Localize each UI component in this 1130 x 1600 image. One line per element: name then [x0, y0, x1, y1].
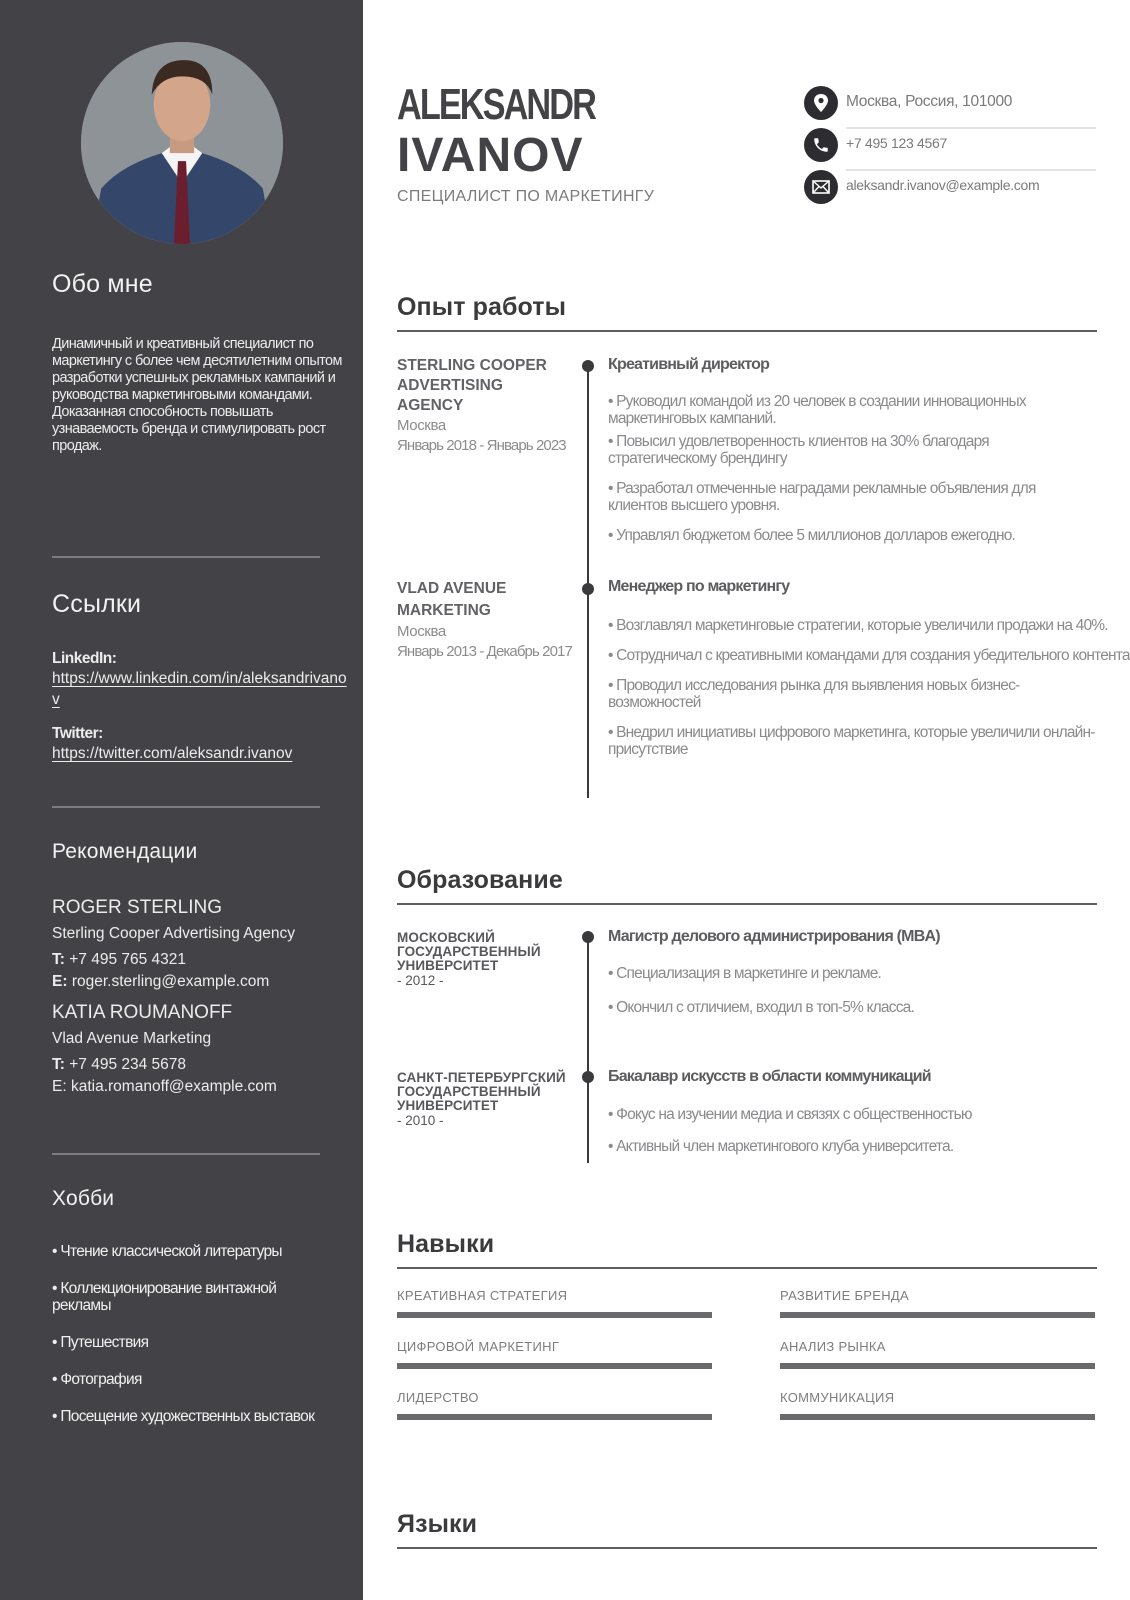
contact-phone [804, 128, 1094, 162]
skill-label: ЛИДЕРСТВО [397, 1390, 479, 1405]
last-name: IVANOV [397, 129, 584, 182]
hobbies-list [52, 1243, 362, 1445]
link-linkedin [52, 650, 352, 710]
bullet-item: • Проводил исследования рынка для выявления новых бизнес-возможностей [608, 677, 1020, 711]
reference-name: ROGER STERLING [52, 897, 222, 918]
sidebar [0, 0, 363, 1600]
bullet-item: • Специализация в маркетинге и рекламе. [608, 965, 882, 982]
links-heading: Ссылки [52, 590, 142, 618]
company-city: Москва [397, 417, 446, 434]
degree-title: Бакалавр искусств в области коммуникаций [608, 1068, 931, 1085]
school-name: САНКТ-ПЕТЕРБУРГСКИЙ ГОСУДАРСТВЕННЫЙ УНИВЕРСИТЕТ [397, 1070, 566, 1113]
profile-photo [81, 42, 283, 244]
bullet-item: • Возглавлял маркетинговые стратегии, которые увеличили продажи на 40%. [608, 617, 1108, 634]
skill-item [780, 1390, 1095, 1405]
skill-item [397, 1339, 712, 1354]
email-label: E: [52, 973, 68, 990]
employment-dates: Январь 2013 - Декабрь 2017 [397, 643, 572, 660]
timeline-dot [582, 1071, 594, 1083]
reference-email [52, 971, 352, 993]
link-label: Twitter: [52, 725, 103, 742]
reference-phone [52, 949, 352, 971]
languages-heading: Языки [397, 1510, 478, 1538]
phone-text: +7 495 123 4567 [846, 135, 947, 151]
about-text: Динамичный и креативный специалист по маркетингу с более чем десятилетним опытом разработки успешных рекламных кампаний и руководства маркетинговыми командами. Доказанная способность повышать узнаваемость бренда и стимулировать рост продаж. [52, 336, 342, 454]
reference-name: KATIA ROUMANOFF [52, 1002, 233, 1023]
bullet-item: • Сотрудничал с креативными командами для создания убедительного контента [608, 647, 1130, 664]
reference-item [52, 896, 352, 993]
education-school [397, 1071, 587, 1129]
bullet-item: • Повысил удовлетворенность клиентов на 30% благодаря стратегическому брендингу [608, 433, 989, 467]
references-list [52, 896, 352, 1106]
reference-phone [52, 1054, 352, 1076]
graduation-year: - 2012 - [397, 973, 444, 988]
experience-org [397, 578, 592, 663]
education-bullets [608, 1106, 1128, 1168]
hobby-item: • Чтение классической литературы [52, 1243, 282, 1260]
skill-label: ЦИФРОВОЙ МАРКЕТИНГ [397, 1339, 560, 1354]
bullet-item: • Окончил с отличием, входил в топ-5% класса. [608, 999, 914, 1016]
education-bullets [608, 965, 1128, 1029]
role-title: Креативный директор [608, 356, 770, 373]
bullet-item: • Разработал отмеченные наградами рекламные объявления для клиентов высшего уровня. [608, 480, 1036, 514]
portrait-image [81, 42, 283, 244]
skill-bar [397, 1312, 712, 1318]
sidebar-divider [52, 556, 320, 558]
skill-bar [780, 1363, 1095, 1369]
skill-bar-fill [397, 1414, 712, 1420]
about-heading: Обо мне [52, 270, 153, 298]
timeline-dot [582, 360, 594, 372]
twitter-link[interactable]: https://twitter.com/aleksandr.ivanov [52, 745, 293, 762]
reference-item [52, 1001, 352, 1098]
education-timeline [587, 933, 589, 1163]
hobby-item: • Фотография [52, 1371, 142, 1388]
skill-label: АНАЛИЗ РЫНКА [780, 1339, 886, 1354]
reference-email [52, 1076, 352, 1098]
section-rule [397, 1547, 1097, 1549]
experience-bullets [608, 393, 1088, 557]
graduation-year: - 2010 - [397, 1113, 444, 1128]
skill-bar [780, 1414, 1095, 1420]
email-text[interactable]: aleksandr.ivanov@example.com [846, 177, 1040, 193]
company-city: Москва [397, 623, 446, 640]
references-heading: Рекомендации [52, 840, 198, 863]
location-text: Москва, Россия, 101000 [846, 93, 1013, 110]
hobby-item: • Путешествия [52, 1334, 149, 1351]
sidebar-divider [52, 806, 320, 808]
bullet-item: • Руководил командой из 20 человек в создании инновационных маркетинговых кампаний. [608, 393, 1026, 427]
sidebar-divider [52, 1153, 320, 1155]
linkedin-link[interactable]: https://www.linkedin.com/in/aleksandrivanov [52, 670, 347, 708]
location-pin-icon [804, 86, 838, 120]
skill-item [397, 1288, 712, 1303]
skill-label: РАЗВИТИЕ БРЕНДА [780, 1288, 909, 1303]
bullet-item: • Фокус на изучении медиа и связях с общественностью [608, 1106, 972, 1123]
skill-bar-fill [780, 1363, 1095, 1369]
phone-value: +7 495 765 4321 [69, 951, 187, 968]
email-value: roger.sterling@example.com [71, 973, 270, 990]
skill-bar-fill [780, 1414, 1095, 1420]
skill-bar [780, 1312, 1095, 1318]
contact-email [804, 170, 1094, 204]
skill-bar-fill [780, 1312, 1095, 1318]
degree-title: Магистр делового администрирования (MBA) [608, 928, 940, 945]
section-rule [397, 903, 1097, 905]
timeline-dot [582, 583, 594, 595]
company-name: VLAD AVENUE MARKETING [397, 580, 507, 619]
envelope-icon [804, 170, 838, 204]
skill-bar-fill [397, 1363, 712, 1369]
role-title: Менеджер по маркетингу [608, 578, 790, 595]
reference-company: Sterling Cooper Advertising Agency [52, 925, 295, 942]
email-value: katia.romanoff@example.com [70, 1078, 277, 1095]
skill-item [780, 1288, 1095, 1303]
link-twitter [52, 725, 352, 764]
skill-label: КОММУНИКАЦИЯ [780, 1390, 895, 1405]
hobbies-heading: Хобби [52, 1187, 115, 1210]
experience-org [397, 356, 592, 457]
section-rule [397, 1267, 1097, 1269]
timeline-dot [582, 931, 594, 943]
hobby-item: • Посещение художественных выставок [52, 1408, 315, 1425]
employment-dates: Январь 2018 - Январь 2023 [397, 437, 566, 454]
experience-heading: Опыт работы [397, 293, 567, 321]
education-heading: Образование [397, 866, 563, 894]
company-name: STERLING COOPER ADVERTISING AGENCY [397, 357, 547, 414]
school-name: МОСКОВСКИЙ ГОСУДАРСТВЕННЫЙ УНИВЕРСИТЕТ [397, 930, 541, 973]
link-label: LinkedIn: [52, 650, 117, 667]
phone-label: T: [52, 951, 65, 968]
education-school [397, 931, 587, 989]
skill-label: КРЕАТИВНАЯ СТРАТЕГИЯ [397, 1288, 568, 1303]
skill-item [780, 1339, 1095, 1354]
skill-bar-fill [397, 1312, 712, 1318]
reference-company: Vlad Avenue Marketing [52, 1030, 212, 1047]
experience-bullets [608, 617, 1130, 771]
section-rule [397, 330, 1097, 332]
phone-icon [804, 128, 838, 162]
hobby-item: • Коллекционирование винтажной рекламы [52, 1280, 277, 1314]
contact-location [804, 86, 1094, 120]
bullet-item: • Управлял бюджетом более 5 миллионов долларов ежегодно. [608, 527, 1016, 544]
skill-bar [397, 1414, 712, 1420]
skills-heading: Навыки [397, 1230, 495, 1258]
links-list [52, 650, 352, 779]
phone-value: +7 495 234 5678 [69, 1056, 187, 1073]
first-name: ALEKSANDR [397, 80, 595, 129]
email-label: E: [52, 1078, 67, 1095]
phone-label: T: [52, 1056, 65, 1073]
bullet-item: • Внедрил инициативы цифрового маркетинга, которые увеличили онлайн-присутствие [608, 724, 1095, 758]
bullet-item: • Активный член маркетингового клуба университета. [608, 1138, 954, 1155]
job-title: СПЕЦИАЛИСТ ПО МАРКЕТИНГУ [397, 188, 655, 205]
skill-bar [397, 1363, 712, 1369]
skill-item [397, 1390, 712, 1405]
